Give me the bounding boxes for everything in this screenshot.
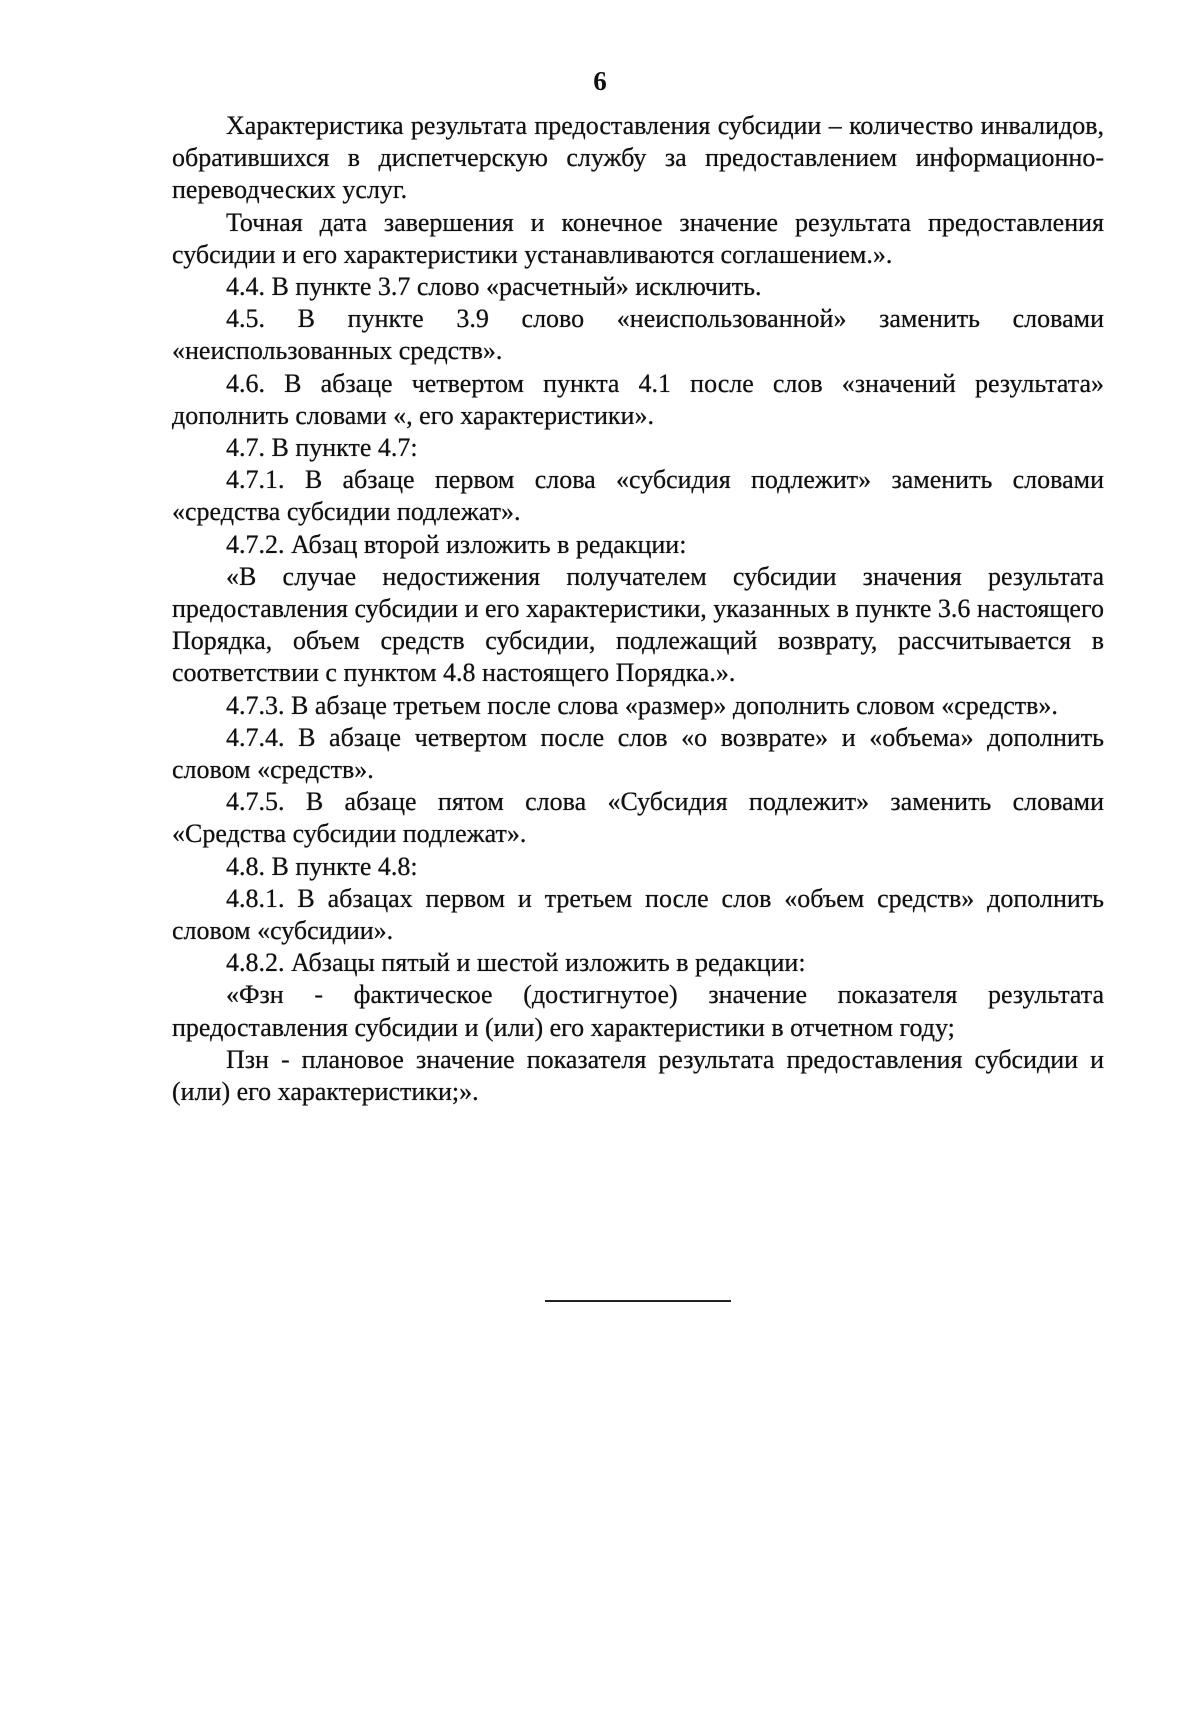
page-number: 6: [593, 66, 607, 96]
paragraph-quote-fzn: «Фзн - фактическое (достигнутое) значение показателя результата предоставления субсидии и (или) его характеристики в отчетном году;: [172, 980, 1104, 1042]
paragraph-4-6: 4.6. В абзаце четвертом пункта 4.1 после слов «значений результата» дополнить словами «, его характеристики».: [172, 368, 1104, 430]
paragraph-4-8: 4.8. В пункте 4.8:: [226, 851, 418, 881]
paragraph-4-7-5: 4.7.5. В абзаце пятом слова «Субсидия подлежит» заменить словами «Средства субсидии подлежат».: [172, 787, 1104, 849]
paragraph-4-7-4: 4.7.4. В абзаце четвертом после слов «о возврате» и «объема» дополнить словом «средств».: [172, 722, 1104, 785]
paragraph-pzn: Пзн - плановое значение показателя результата предоставления субсидии и (или) его характеристики;».: [172, 1044, 1104, 1107]
paragraph-4-7: 4.7. В пункте 4.7:: [226, 433, 418, 463]
paragraph-4-7-1: 4.7.1. В абзаце первом слова «субсидия подлежит» заменить словами «средства субсидии подлежат».: [172, 465, 1104, 527]
paragraph-completion-date: Точная дата завершения и конечное значение результата предоставления субсидии и его характеристики устанавливаются соглашением.».: [172, 207, 1104, 269]
paragraph-result-characteristic: Характеристика результата предоставления субсидии – количество инвалидов, обратившихся в диспетчерскую службу за предоставлением информационно-переводческих услуг.: [172, 111, 1104, 205]
paragraph-quote-non-achievement: «В случае недостижения получателем субсидии значения результата предоставления субсидии и его характеристики, указанных в пункте 3.6 настоящего Порядка, объем средств субсидии, подлежащий возврату, рассчитывается в соответствии с пунктом 4.8 настоящего Порядка.».: [172, 561, 1104, 688]
document-body: [172, 110, 1104, 1108]
paragraph-4-8-1: 4.8.1. В абзацах первом и третьем после слов «объем средств» дополнить словом «субсидии».: [172, 883, 1104, 946]
paragraph-4-7-3: 4.7.3. В абзаце третьем после слова «размер» дополнить словом «средств».: [226, 690, 1058, 720]
paragraph-4-5: 4.5. В пункте 3.9 слово «неиспользованной» заменить словами «неиспользованных средств».: [172, 304, 1104, 366]
paragraph-4-4: 4.4. В пункте 3.7 слово «расчетный» исключить.: [226, 272, 762, 302]
end-separator-line: [545, 1300, 731, 1302]
paragraph-4-7-2: 4.7.2. Абзац второй изложить в редакции:: [226, 529, 687, 559]
paragraph-4-8-2: 4.8.2. Абзацы пятый и шестой изложить в редакции:: [226, 948, 806, 978]
